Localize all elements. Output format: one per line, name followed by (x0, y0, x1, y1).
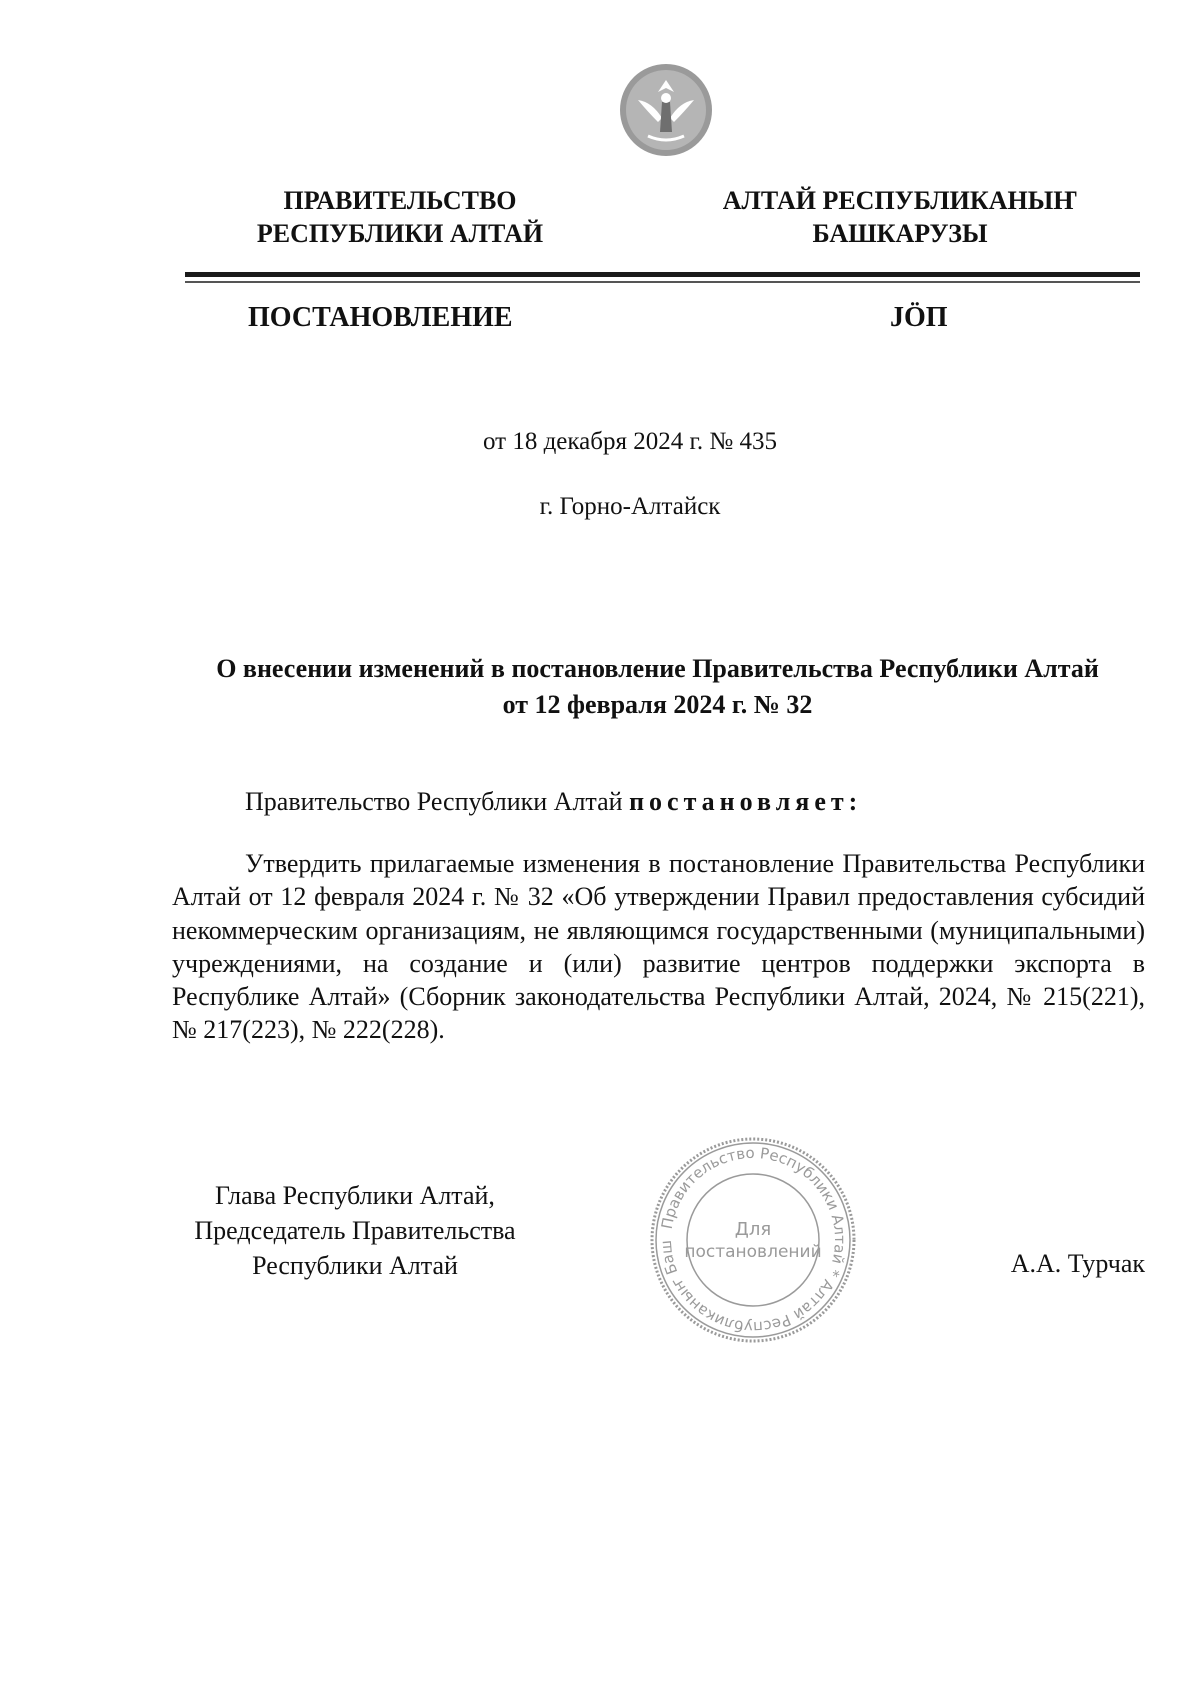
seal-inner-line-1: Для (734, 1219, 772, 1240)
round-seal-icon (648, 1135, 858, 1345)
seal-inner-line-2: постановлений (684, 1242, 822, 1262)
city: г. Горно-Алтайск (539, 493, 721, 520)
header-right-line-1: АЛТАЙ РЕСПУБЛИКАНЫҤ (722, 186, 1078, 215)
signatory-line-1: Глава Республики Алтай, (215, 1181, 495, 1210)
document-title (170, 651, 1145, 723)
doctype-russian: ПОСТАНОВЛЕНИЕ (248, 302, 513, 333)
coat-of-arms-icon (618, 62, 714, 158)
seal-outer-text: Правительство Республики Алтай * Алтай Республиканыҥ Баш (656, 1143, 850, 1337)
signatory-line-2: Председатель Правительства (194, 1216, 516, 1245)
signatory-line-3: Республики Алтай (252, 1251, 458, 1280)
signatory-name: А.А. Турчак (1010, 1249, 1145, 1278)
header-left (200, 184, 600, 250)
header-left-line-2: РЕСПУБЛИКИ АЛТАЙ (256, 219, 544, 248)
intro-prefix: Правительство Республики Алтай (245, 787, 630, 816)
header-divider-thin (185, 281, 1140, 283)
header-divider-thick (185, 272, 1140, 277)
intro-paragraph (245, 786, 862, 818)
header-right-line-2: БАШКАРУЗЫ (812, 219, 988, 248)
header-left-line-1: ПРАВИТЕЛЬСТВО (283, 186, 517, 215)
title-line-1: О внесении изменений в постановление Правительства Республики Алтай (216, 654, 1099, 683)
body-paragraph: Утвердить прилагаемые изменения в постановление Правительства Республики Алтай от 12 февраля 2024 г. № 32 «Об утверждении Правил предоставления субсидий некоммерческим организациям, не являющимся государственными (муниципальными) учреждениями, на создание и (или) развитие центров поддержки экспорта в Республике Алтай» (Сборник законодательства Республики Алтай, 2024, № 215(221), № 217(223), № 222(228). (172, 849, 1145, 1045)
title-line-2: от 12 февраля 2024 г. № 32 (502, 690, 813, 719)
header-right (690, 184, 1110, 250)
signatory-position (160, 1178, 550, 1283)
date-number: от 18 декабря 2024 г. № 435 (482, 428, 778, 455)
doctype-altai: JӦП (890, 302, 948, 333)
decree-word: постановляет: (629, 787, 863, 816)
